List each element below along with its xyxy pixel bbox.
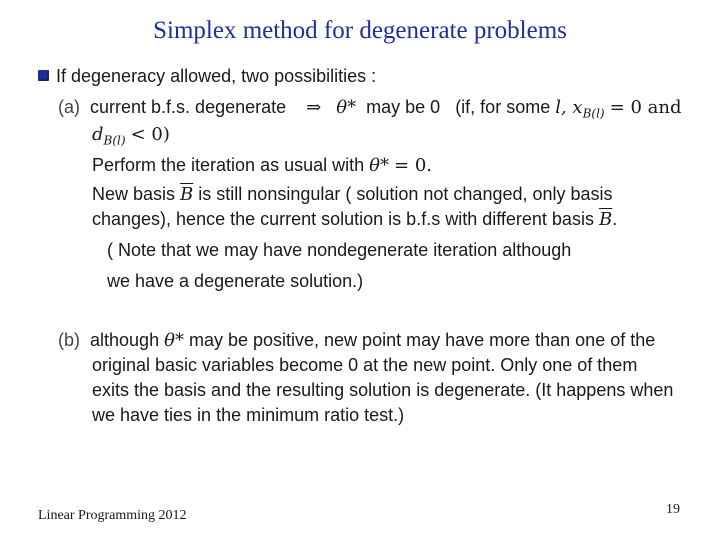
may-be-zero: may be 0 [366,97,441,117]
case-b-label: (b) [58,330,80,350]
positive-text: may be positive, new point may have more than one of the [188,330,656,350]
nonsingular-text: is still nonsingular ( solution not changed, only basis [198,184,613,204]
note-text-1: ( Note that we may have nondegenerate iteration although [107,240,572,260]
note-text-2: we have a degenerate solution.) [107,271,364,291]
implies-arrow: ⇒ [306,97,322,118]
case-a-line-2 [92,122,170,153]
case-b-line-2 [92,353,637,377]
case-a-line-3 [92,153,432,178]
case-b-text-4: we have ties in the minimum ratio test.) [92,405,405,425]
case-b-text-3: exits the basis and the resulting solution is degenerate. (It happens when [92,380,674,400]
basis-b-bar: $\overline{B}$ [180,184,194,205]
case-b-line-4 [92,403,404,427]
var-d: d [92,124,104,145]
basis-b-bar-2: $\overline{B}$ [598,209,613,230]
theta-star: θ* [336,97,357,118]
period: . [612,209,618,229]
page-number: 19 [666,502,680,517]
subscript-bl-2: B(l) [103,133,126,148]
case-a-line-5 [92,207,617,232]
case-a-line-4 [92,182,613,207]
square-bullet-icon [38,70,49,81]
var-l-x: l, x [555,97,583,118]
theta-star-3: θ* [164,330,184,351]
changes-text: changes), hence the current solution is b.f.s with different basis [92,209,594,229]
equals-zero: = 0. [394,155,432,176]
less-than-zero: < 0) [130,124,170,145]
although-text: although [90,330,160,350]
case-a-label: (a) [58,97,80,117]
theta-star-2: θ* [369,155,389,176]
case-b-text-2: original basic variables become 0 at the new point. Only one of them [92,355,638,375]
footer-course: Linear Programming 2012 [38,508,187,523]
case-b-line-1 [58,328,655,353]
bullet-text: If degeneracy allowed, two possibilities : [56,66,377,86]
equals-zero-and: = 0 and [609,97,682,118]
subscript-bl: B(l) [582,106,605,121]
note-line-2 [107,269,363,293]
if-clause: (if, for some [455,97,551,117]
case-a-line-1 [58,95,681,126]
new-basis-text: New basis [92,184,176,204]
slide-title: Simplex method for degenerate problems [153,17,567,44]
case-b-line-3 [92,378,673,402]
note-line-1 [107,238,571,262]
case-a-text: current b.f.s. degenerate [90,97,287,117]
main-bullet [38,64,376,88]
perform-text: Perform the iteration as usual with [92,155,365,175]
